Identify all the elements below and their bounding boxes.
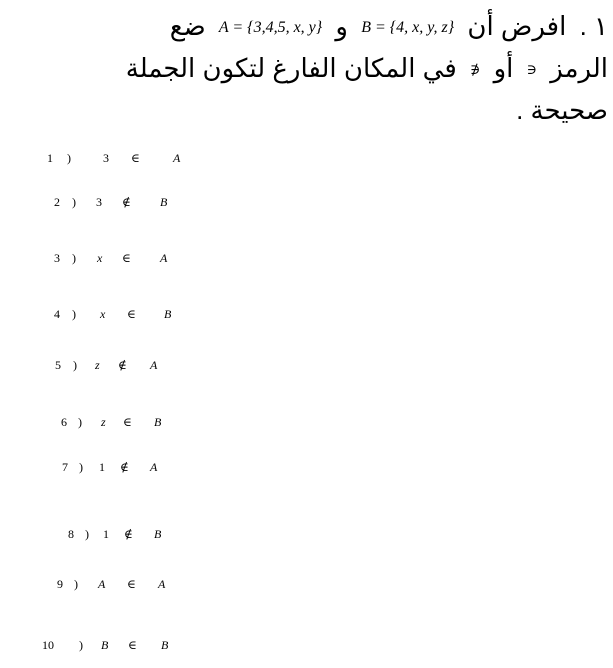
item-number: 3 [54, 251, 60, 265]
item-relation: ∈ [128, 638, 137, 652]
instruction-text-assume: افرض أن [467, 11, 567, 41]
item-relation: ∉ [118, 358, 127, 372]
item-paren: ) [79, 638, 83, 652]
item-relation: ∈ [127, 577, 136, 591]
item-element: z [101, 415, 106, 429]
question-number: ١ . [579, 11, 608, 41]
item-paren: ) [78, 415, 82, 429]
item-paren: ) [85, 527, 89, 541]
instruction-line-1 [18, 6, 608, 48]
item-relation: ∈ [123, 415, 132, 429]
item-element: 1 [99, 460, 105, 474]
item-paren: ) [72, 307, 76, 321]
item-set: A [150, 358, 158, 372]
item-number: 2 [54, 195, 60, 209]
item-relation: ∉ [120, 460, 129, 474]
item-set: A [160, 251, 168, 265]
not-element-of-symbol: ∉ [470, 62, 481, 78]
item-paren: ) [72, 195, 76, 209]
item-relation: ∈ [131, 151, 140, 165]
item-set: B [164, 307, 172, 321]
item-element: 3 [96, 195, 102, 209]
item-number: 5 [55, 358, 61, 372]
instruction-text-correct: صحيحة . [516, 95, 608, 125]
item-element: 3 [103, 151, 109, 165]
instruction-line-2 [18, 48, 608, 90]
item-number: 6 [61, 415, 67, 429]
item-element: A [98, 577, 106, 591]
item-paren: ) [73, 358, 77, 372]
item-paren: ) [79, 460, 83, 474]
item-paren: ) [72, 251, 76, 265]
item-number: 4 [54, 307, 60, 321]
instruction-text-or: أو [493, 53, 514, 83]
instruction-text-and: و [335, 11, 348, 41]
item-number: 1 [47, 151, 53, 165]
item-set: B [160, 195, 168, 209]
item-number: 10 [42, 638, 54, 652]
item-paren: ) [74, 577, 78, 591]
item-number: 7 [62, 460, 68, 474]
item-relation: ∈ [127, 307, 136, 321]
item-paren: ) [67, 151, 71, 165]
item-element: x [97, 251, 103, 265]
item-set: B [154, 415, 162, 429]
instruction-text-symbol: الرمز [550, 53, 608, 83]
instruction-text-place: ضع [169, 11, 206, 41]
item-element: B [101, 638, 109, 652]
item-set: B [161, 638, 169, 652]
instruction-line-3 [18, 90, 608, 130]
item-element: x [100, 307, 106, 321]
item-set: B [154, 527, 162, 541]
item-element: z [95, 358, 100, 372]
item-element: 1 [103, 527, 109, 541]
set-a-definition: A = {3,4,5, x, y} [218, 19, 323, 36]
set-b-definition: B = {4, x, y, z} [361, 19, 455, 36]
item-set: A [158, 577, 166, 591]
instruction-block [18, 6, 608, 130]
item-number: 8 [68, 527, 74, 541]
item-number: 9 [57, 577, 63, 591]
item-set: A [173, 151, 181, 165]
item-relation: ∉ [124, 527, 133, 541]
item-relation: ∉ [122, 195, 131, 209]
item-set: A [150, 460, 158, 474]
instruction-text-blank: في المكان الفارغ لتكون الجملة [125, 53, 457, 83]
element-of-symbol: ∈ [526, 62, 537, 78]
item-relation: ∈ [122, 251, 131, 265]
